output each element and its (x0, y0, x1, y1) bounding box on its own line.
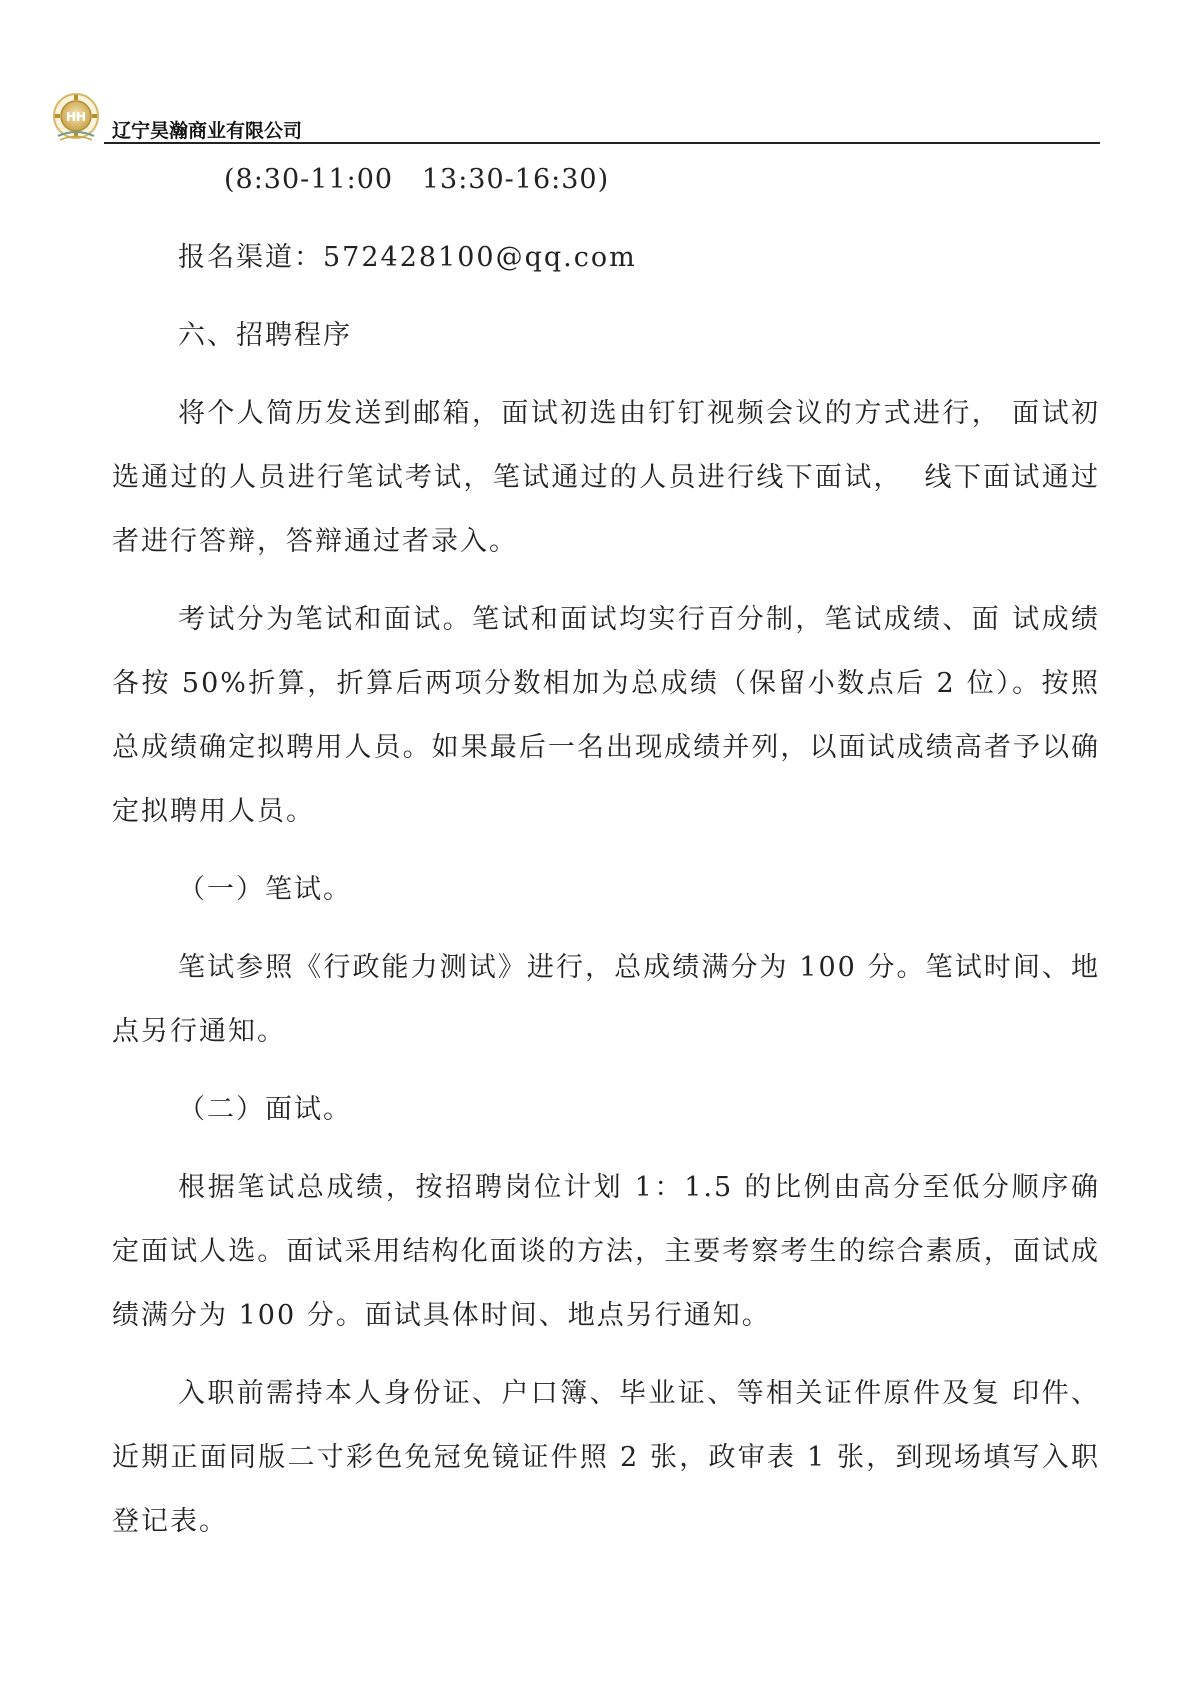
written-exam-paragraph: 笔试参照《行政能力测试》进行，总成绩满分为 100 分。笔试时间、地点另行通知。 (112, 952, 1100, 1047)
svg-text:HH: HH (65, 110, 87, 124)
section-title: 六、招聘程序 (178, 320, 352, 351)
interview-heading: （二）面试。 (178, 1094, 352, 1125)
scoring-paragraph: 考试分为笔试和面试。笔试和面试均实行百分制，笔试成绩、面 试成绩各按 50%折算，折算后两项分数相加为总成绩（保留小数点后 2 位）。按照总成绩确定拟聘用人员。如果最后一名出现成绩并列，以面试成绩高者予以确定拟聘用人员。 (112, 604, 1100, 827)
document-body (112, 150, 1100, 1554)
company-seal-logo-icon (48, 92, 108, 144)
company-name: 辽宁昊瀚商业有限公司 (112, 120, 303, 142)
office-hours: (8:30-11:00 13:30-16:30) (224, 164, 610, 195)
onboarding-paragraph: 入职前需持本人身份证、户口簿、毕业证、等相关证件原件及复 印件、近期正面同版二寸彩色免冠免镜证件照 2 张，政审表 1 张，到现场填写入职登记表。 (112, 1378, 1100, 1537)
page-header (48, 92, 1100, 144)
procedure-paragraph: 将个人简历发送到邮箱，面试初选由钉钉视频会议的方式进行， 面试初选通过的人员进行笔试考试，笔试通过的人员进行线下面试， 线下面试通过者进行答辩，答辩通过者录入。 (112, 398, 1100, 557)
written-exam-heading: （一）笔试。 (178, 874, 352, 905)
signup-channel: 报名渠道：572428100@qq.com (178, 242, 637, 273)
header-divider (104, 142, 1100, 144)
interview-paragraph: 根据笔试总成绩，按招聘岗位计划 1：1.5 的比例由高分至低分顺序确定面试人选。面试采用结构化面谈的方法，主要考察考生的综合素质，面试成绩满分为 100 分。面试具体时间、地点另行通知。 (112, 1172, 1100, 1331)
